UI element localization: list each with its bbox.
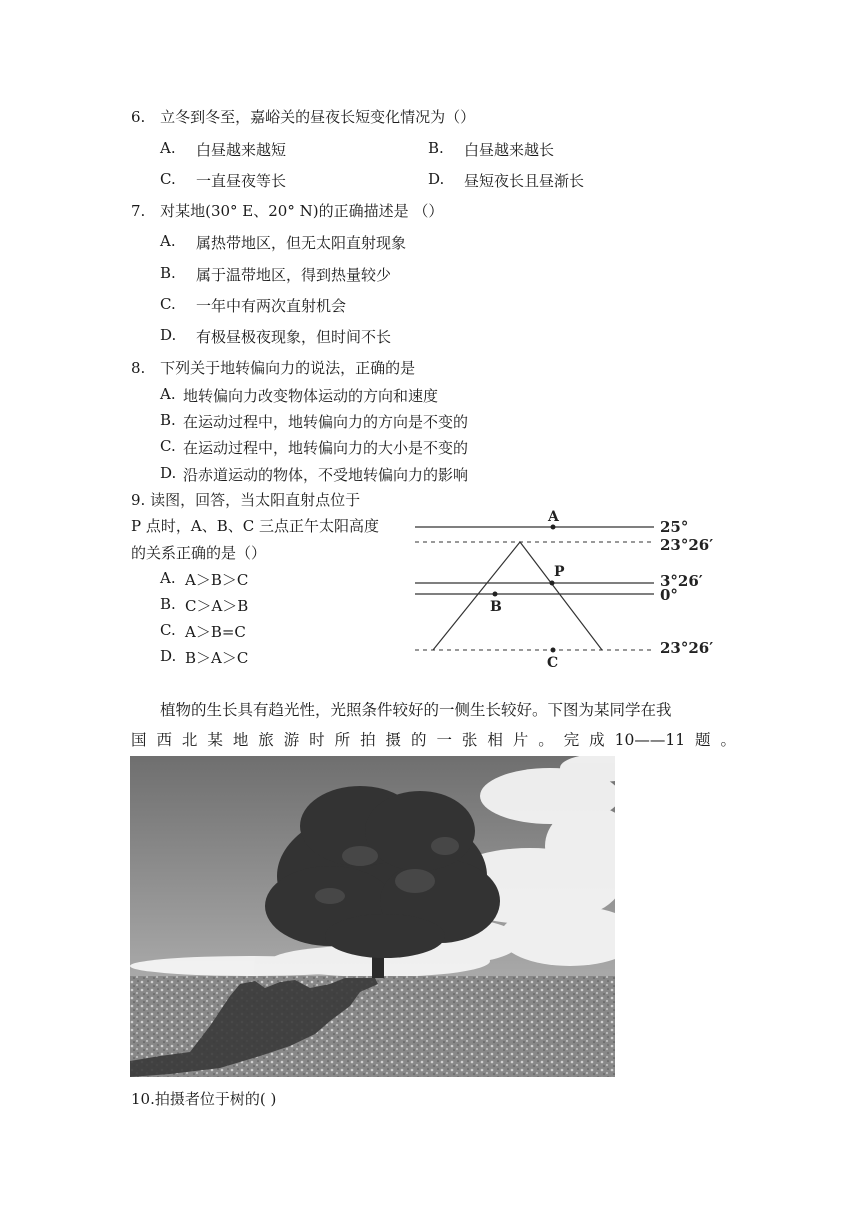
q7-stem-text: 对某地(30° E、20° N)的正确描述是 （） — [160, 202, 444, 220]
passage-char: 国 — [131, 731, 147, 749]
q6-option-c-text: 一直昼夜等长 — [196, 172, 287, 190]
q6-stem-text: 立冬到冬至，嘉峪关的昼夜长短变化情况为（） — [160, 108, 476, 126]
passage-char: 时 — [309, 731, 325, 749]
point-c — [551, 648, 556, 653]
q6-option-d-text: 昼短夜长且昼渐长 — [464, 172, 585, 190]
passage-char: 摄 — [385, 731, 402, 749]
passage-char: 旅 — [258, 731, 274, 749]
label-p: P — [554, 564, 565, 580]
q9-option-d-text: B＞A＞C — [185, 649, 249, 667]
q9-stem-line-1: 9. 读图，回答，当太阳直射点位于 — [131, 491, 361, 509]
passage-char: 张 — [461, 731, 478, 749]
q9-stem-line-2: P 点时，A、B、C 三点正午太阳高度 — [131, 517, 379, 535]
passage-char: 。 — [538, 731, 554, 749]
q9-stem-line-3: 的关系正确的是（） — [131, 544, 267, 562]
passage-char: 某 — [207, 731, 223, 749]
lat-label-0: 0° — [660, 586, 678, 604]
passage-char: 成 — [589, 731, 605, 749]
passage-char: 所 — [334, 731, 351, 749]
q7-option-c-text: 一年中有两次直射机会 — [196, 297, 347, 315]
label-c: C — [547, 655, 559, 671]
q7-option-a-letter: A. — [160, 232, 176, 250]
label-a: A — [548, 509, 559, 525]
passage-char: 完 — [563, 731, 580, 749]
passage-char: 一 — [436, 731, 452, 749]
passage-line-1: 植物的生长具有趋光性，光照条件较好的一侧生长较好。下图为某同学在我 — [160, 701, 672, 719]
triangle — [433, 542, 602, 650]
point-a — [551, 525, 556, 530]
q9-option-c-text: A＞B=C — [185, 623, 246, 641]
q7-option-a-text: 属热带地区，但无太阳直射现象 — [196, 234, 407, 252]
q8-option-d-letter: D. — [160, 464, 177, 482]
q6-option-a-text: 白昼越来越短 — [196, 141, 287, 159]
passage-char: 片 — [512, 731, 529, 749]
q6-option-d-letter: D. — [428, 170, 445, 188]
q8-option-c-text: 在运动过程中，地转偏向力的大小是不变的 — [183, 439, 469, 457]
q8-option-b-text: 在运动过程中，地转偏向力的方向是不变的 — [183, 413, 469, 431]
passage-char: 题 — [695, 731, 711, 749]
sun-latitude-diagram — [410, 503, 730, 673]
passage-line-2 — [131, 725, 736, 755]
q7-option-d-letter: D. — [160, 326, 177, 344]
q9-option-b-letter: B. — [160, 595, 176, 613]
q8-option-c-letter: C. — [160, 437, 176, 455]
point-b — [493, 592, 498, 597]
passage-char: 西 — [156, 731, 172, 749]
q9-option-c-letter: C. — [160, 621, 176, 639]
q8-stem-text: 下列关于地转偏向力的说法，正确的是 — [160, 359, 416, 377]
q6-number: 6. — [131, 108, 146, 126]
q9-option-a-text: A＞B＞C — [185, 571, 249, 589]
q8-option-a-text: 地转偏向力改变物体运动的方向和速度 — [183, 387, 439, 405]
q7-option-b-letter: B. — [160, 264, 176, 282]
passage-char: 相 — [487, 731, 503, 749]
q9-option-b-text: C＞A＞B — [185, 597, 249, 615]
q6-option-b-letter: B. — [428, 139, 444, 157]
q8-number: 8. — [131, 359, 146, 377]
point-p — [550, 581, 555, 586]
passage-char: 北 — [181, 731, 198, 749]
tree-photo — [130, 756, 615, 1077]
q8-stem — [131, 358, 415, 378]
lat-label-3-26: 3°26′ — [660, 572, 703, 590]
lat-label-23-26-south: 23°26′ — [660, 639, 714, 657]
q8-option-b-letter: B. — [160, 411, 176, 429]
passage-char: 地 — [232, 731, 249, 749]
q8-option-d-text: 沿赤道运动的物体，不受地转偏向力的影响 — [183, 466, 469, 484]
q7-option-c-letter: C. — [160, 295, 176, 313]
q10-stem: 10.拍摄者位于树的( ) — [131, 1090, 277, 1108]
q6-stem — [131, 107, 475, 127]
q7-stem — [131, 201, 443, 221]
q9-option-d-letter: D. — [160, 647, 177, 665]
passage-char: 游 — [283, 731, 300, 749]
passage-char: 拍 — [360, 731, 376, 749]
lat-label-23-26-north: 23°26′ — [660, 536, 714, 554]
q8-option-a-letter: A. — [160, 385, 176, 403]
lat-label-25: 25° — [660, 518, 689, 536]
q6-option-b-text: 白昼越来越长 — [464, 141, 555, 159]
q7-number: 7. — [131, 202, 146, 220]
q9-option-a-letter: A. — [160, 569, 176, 587]
label-b: B — [490, 599, 502, 615]
passage-char: 的 — [410, 731, 427, 749]
q7-option-d-text: 有极昼极夜现象，但时间不长 — [196, 328, 392, 346]
passage-char: 。 — [720, 731, 736, 749]
q6-option-c-letter: C. — [160, 170, 176, 188]
q6-option-a-letter: A. — [160, 139, 176, 157]
passage-char: 10——11 — [614, 731, 686, 749]
q7-option-b-text: 属于温带地区，得到热量较少 — [196, 266, 392, 284]
